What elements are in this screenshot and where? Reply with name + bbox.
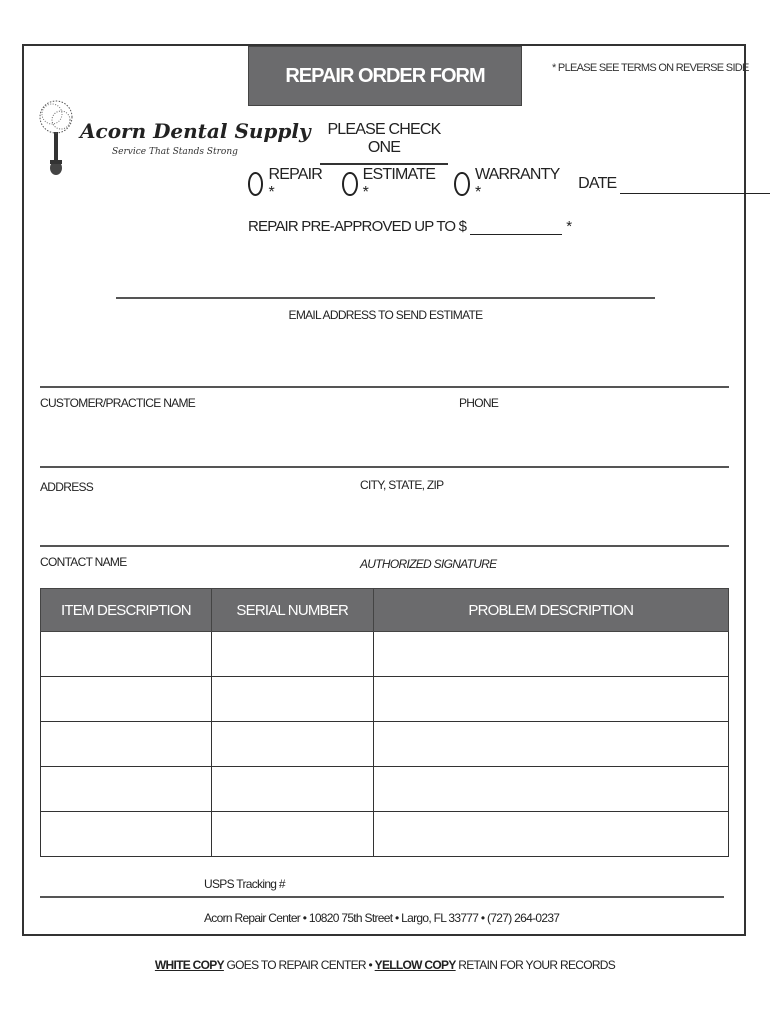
serial-number-cell[interactable]: [211, 722, 373, 767]
warranty-label: WARRANTY *: [474, 166, 560, 201]
problem-description-cell[interactable]: [373, 812, 728, 857]
contact-line[interactable]: [40, 545, 729, 547]
contact-label: CONTACT NAME: [40, 555, 127, 569]
repair-radio[interactable]: [248, 172, 263, 196]
repair-center-address: Acorn Repair Center • 10820 75th Street • Largo, FL 33777 • (727) 264-0237: [204, 911, 560, 925]
acorn-dental-supply-logo: [34, 92, 311, 182]
estimate-radio[interactable]: [342, 172, 357, 196]
terms-note: * PLEASE SEE TERMS ON REVERSE SIDE: [552, 62, 749, 74]
item-description-cell[interactable]: [41, 632, 212, 677]
signature-label: AUTHORIZED SIGNATURE: [360, 557, 497, 571]
serial-number-cell[interactable]: [211, 677, 373, 722]
logo-name: Acorn Dental Supply: [80, 119, 311, 143]
table-row: [41, 677, 729, 722]
warranty-option[interactable]: [454, 166, 564, 202]
problem-description-cell[interactable]: [373, 767, 728, 812]
email-label: EMAIL ADDRESS TO SEND ESTIMATE: [288, 308, 483, 322]
estimate-label: ESTIMATE *: [362, 166, 436, 201]
serial-number-header: SERIAL NUMBER: [211, 589, 373, 632]
phone-label: PHONE: [459, 396, 499, 410]
yellow-copy-label: YELLOW COPY: [374, 958, 456, 972]
date-field[interactable]: [620, 175, 770, 194]
item-description-cell[interactable]: [41, 767, 212, 812]
preapproved-amount-field[interactable]: [470, 220, 562, 235]
item-description-header: ITEM DESCRIPTION: [41, 589, 212, 632]
repair-option[interactable]: [248, 166, 328, 202]
items-table: [40, 588, 729, 857]
address-line[interactable]: [40, 466, 729, 468]
table-row: [41, 812, 729, 857]
repair-label: REPAIR *: [268, 166, 323, 201]
logo-tagline: Service That Stands Strong: [112, 147, 238, 157]
white-copy-text: GOES TO REPAIR CENTER •: [223, 958, 375, 972]
table-row: [41, 767, 729, 812]
date-label: DATE: [578, 175, 617, 192]
table-row: [41, 632, 729, 677]
white-copy-label: WHITE COPY: [154, 958, 224, 972]
copy-instructions: [0, 958, 770, 972]
order-type-options: [248, 166, 770, 201]
serial-number-cell[interactable]: [211, 632, 373, 677]
table-row: [41, 722, 729, 767]
problem-description-cell[interactable]: [373, 677, 728, 722]
yellow-copy-text: RETAIN FOR YOUR RECORDS: [455, 958, 616, 972]
problem-description-cell[interactable]: [373, 722, 728, 767]
item-description-cell[interactable]: [41, 722, 212, 767]
warranty-radio[interactable]: [454, 172, 469, 196]
item-description-cell[interactable]: [41, 677, 212, 722]
serial-number-cell[interactable]: [211, 812, 373, 857]
preapproved-row: [248, 218, 571, 235]
table-header-row: [41, 589, 729, 632]
customer-phone-line[interactable]: [40, 386, 729, 388]
city-state-zip-label: CITY, STATE, ZIP: [360, 478, 444, 492]
tracking-line[interactable]: [40, 896, 724, 898]
item-description-cell[interactable]: [41, 812, 212, 857]
check-one-heading: PLEASE CHECK ONE: [320, 121, 448, 165]
problem-description-cell[interactable]: [373, 632, 728, 677]
usps-tracking-label: USPS Tracking #: [204, 877, 285, 891]
form-title: REPAIR ORDER FORM: [248, 46, 522, 106]
customer-label: CUSTOMER/PRACTICE NAME: [40, 396, 196, 410]
address-label: ADDRESS: [40, 480, 94, 494]
preapproved-label: REPAIR PRE-APPROVED UP TO $: [248, 218, 467, 235]
tree-icon: [40, 101, 72, 175]
serial-number-cell[interactable]: [211, 767, 373, 812]
email-line[interactable]: [116, 297, 655, 299]
preapproved-asterisk: *: [566, 218, 572, 235]
estimate-option[interactable]: [342, 166, 440, 202]
problem-description-header: PROBLEM DESCRIPTION: [373, 589, 728, 632]
